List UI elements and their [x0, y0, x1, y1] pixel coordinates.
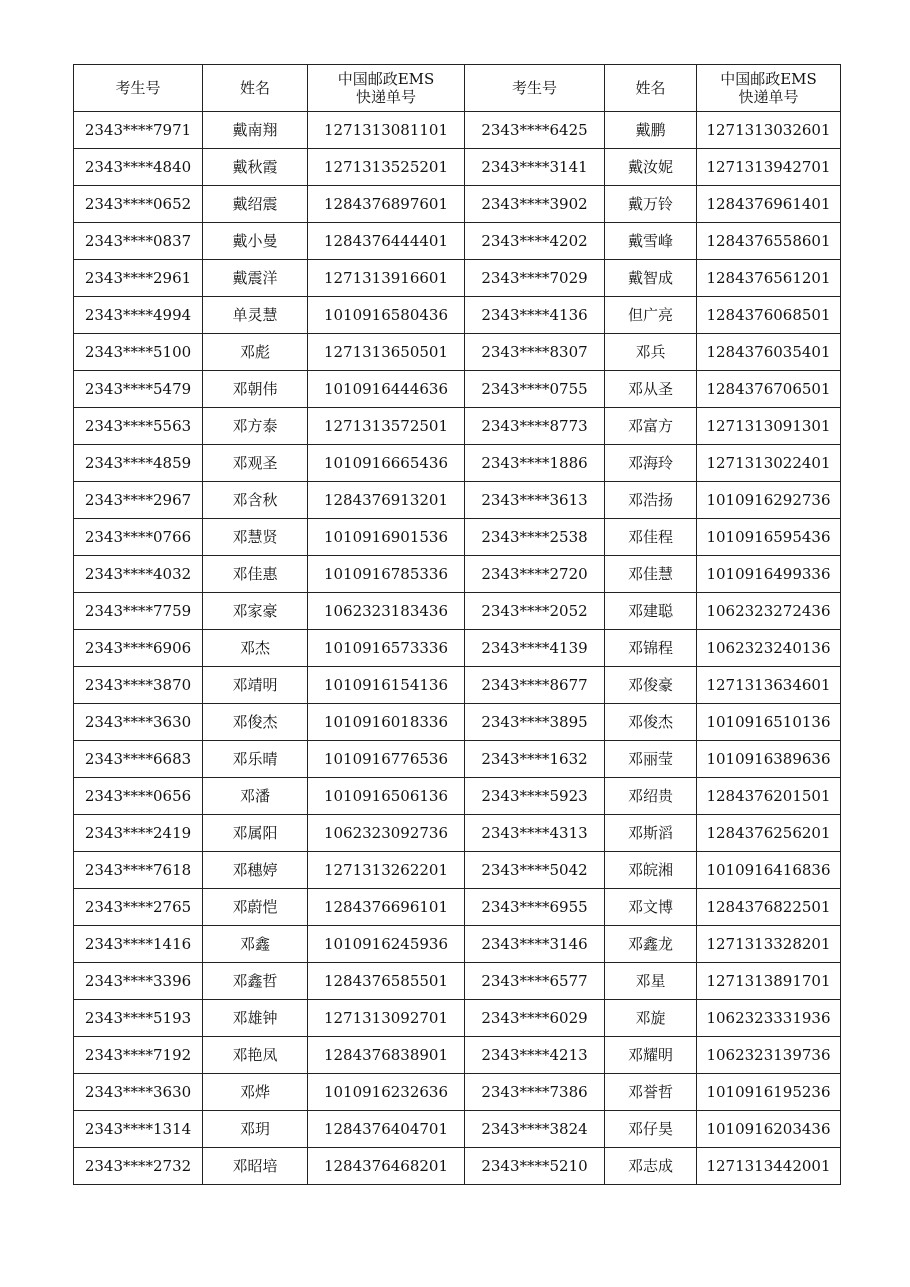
exam-id-cell: 2343****2732: [74, 1148, 203, 1185]
ems-number-cell: 1010916580436: [308, 297, 465, 334]
ems-number-cell: 1271313891701: [697, 963, 841, 1000]
name-cell: 邓誉哲: [605, 1074, 697, 1111]
name-cell: 邓耀明: [605, 1037, 697, 1074]
header-exam-id-2: 考生号: [465, 65, 605, 112]
table-row: [74, 334, 841, 371]
name-cell: 邓仔昊: [605, 1111, 697, 1148]
name-cell: 邓烨: [203, 1074, 308, 1111]
ems-number-cell: 1010916776536: [308, 741, 465, 778]
exam-id-cell: 2343****2052: [465, 593, 605, 630]
table-row: [74, 1111, 841, 1148]
exam-id-cell: 2343****6029: [465, 1000, 605, 1037]
name-cell: 邓潘: [203, 778, 308, 815]
ems-number-cell: 1284376706501: [697, 371, 841, 408]
exam-id-cell: 2343****4202: [465, 223, 605, 260]
ems-number-cell: 1010916901536: [308, 519, 465, 556]
name-cell: 邓锦程: [605, 630, 697, 667]
table-row: [74, 149, 841, 186]
exam-id-cell: 2343****5100: [74, 334, 203, 371]
ems-number-cell: 1010916018336: [308, 704, 465, 741]
exam-id-cell: 2343****5479: [74, 371, 203, 408]
exam-id-cell: 2343****2419: [74, 815, 203, 852]
exam-id-cell: 2343****3146: [465, 926, 605, 963]
exam-id-cell: 2343****3824: [465, 1111, 605, 1148]
header-ems-line2-2: 快递单号: [738, 88, 799, 106]
name-cell: 邓靖明: [203, 667, 308, 704]
table-row: [74, 482, 841, 519]
ems-number-cell: 1010916499336: [697, 556, 841, 593]
table-row: [74, 778, 841, 815]
exam-id-cell: 2343****6577: [465, 963, 605, 1000]
table-row: [74, 112, 841, 149]
name-cell: 邓俊豪: [605, 667, 697, 704]
exam-id-cell: 2343****4032: [74, 556, 203, 593]
name-cell: 戴雪峰: [605, 223, 697, 260]
name-cell: 邓佳惠: [203, 556, 308, 593]
table-row: [74, 1148, 841, 1185]
ems-number-cell: 1284376913201: [308, 482, 465, 519]
exam-id-cell: 2343****0766: [74, 519, 203, 556]
ems-number-cell: 1271313916601: [308, 260, 465, 297]
exam-id-cell: 2343****6955: [465, 889, 605, 926]
ems-number-cell: 1010916665436: [308, 445, 465, 482]
table-row: [74, 926, 841, 963]
exam-id-cell: 2343****1416: [74, 926, 203, 963]
table-row: [74, 1000, 841, 1037]
ems-number-cell: 1062323139736: [697, 1037, 841, 1074]
table-row: [74, 593, 841, 630]
ems-number-cell: 1271313262201: [308, 852, 465, 889]
exam-id-cell: 2343****0755: [465, 371, 605, 408]
table-row: [74, 889, 841, 926]
exam-id-cell: 2343****7029: [465, 260, 605, 297]
exam-id-cell: 2343****2538: [465, 519, 605, 556]
ems-number-cell: 1010916389636: [697, 741, 841, 778]
ems-number-cell: 1062323092736: [308, 815, 465, 852]
ems-number-cell: 1010916573336: [308, 630, 465, 667]
exam-id-cell: 2343****4840: [74, 149, 203, 186]
ems-number-cell: 1271313092701: [308, 1000, 465, 1037]
table-row: [74, 408, 841, 445]
ems-number-cell: 1271313032601: [697, 112, 841, 149]
name-cell: 邓佳程: [605, 519, 697, 556]
table-row: [74, 963, 841, 1000]
name-cell: 邓观圣: [203, 445, 308, 482]
exam-id-cell: 2343****8677: [465, 667, 605, 704]
name-cell: 戴万铃: [605, 186, 697, 223]
exam-id-cell: 2343****2961: [74, 260, 203, 297]
exam-id-cell: 2343****4994: [74, 297, 203, 334]
ems-number-cell: 1284376961401: [697, 186, 841, 223]
ems-number-cell: 1062323272436: [697, 593, 841, 630]
exam-id-cell: 2343****1632: [465, 741, 605, 778]
header-row: [74, 65, 841, 112]
exam-id-cell: 2343****3902: [465, 186, 605, 223]
name-cell: 邓佳慧: [605, 556, 697, 593]
name-cell: 邓文博: [605, 889, 697, 926]
shipping-table: [73, 64, 841, 1185]
header-ems-line1-2: 中国邮政EMS: [720, 70, 817, 88]
exam-id-cell: 2343****6906: [74, 630, 203, 667]
header-ems-number: [308, 65, 465, 112]
exam-id-cell: 2343****7971: [74, 112, 203, 149]
name-cell: 邓属阳: [203, 815, 308, 852]
name-cell: 邓雄钟: [203, 1000, 308, 1037]
header-ems-number-2: [697, 65, 841, 112]
name-cell: 邓丽莹: [605, 741, 697, 778]
table-row: [74, 186, 841, 223]
exam-id-cell: 2343****0656: [74, 778, 203, 815]
ems-number-cell: 1271313942701: [697, 149, 841, 186]
ems-number-cell: 1010916203436: [697, 1111, 841, 1148]
ems-number-cell: 1010916292736: [697, 482, 841, 519]
exam-id-cell: 2343****3630: [74, 704, 203, 741]
name-cell: 邓鑫: [203, 926, 308, 963]
exam-id-cell: 2343****3141: [465, 149, 605, 186]
exam-id-cell: 2343****7618: [74, 852, 203, 889]
ems-number-cell: 1284376444401: [308, 223, 465, 260]
table-row: [74, 630, 841, 667]
name-cell: 邓朝伟: [203, 371, 308, 408]
name-cell: 邓乐晴: [203, 741, 308, 778]
table-row: [74, 371, 841, 408]
name-cell: 戴绍震: [203, 186, 308, 223]
ems-number-cell: 1010916245936: [308, 926, 465, 963]
ems-number-cell: 1284376561201: [697, 260, 841, 297]
name-cell: 邓玥: [203, 1111, 308, 1148]
name-cell: 戴鹏: [605, 112, 697, 149]
exam-id-cell: 2343****4136: [465, 297, 605, 334]
header-name-2: 姓名: [605, 65, 697, 112]
exam-id-cell: 2343****3870: [74, 667, 203, 704]
exam-id-cell: 2343****0652: [74, 186, 203, 223]
exam-id-cell: 2343****6425: [465, 112, 605, 149]
name-cell: 邓皖湘: [605, 852, 697, 889]
exam-id-cell: 2343****7386: [465, 1074, 605, 1111]
name-cell: 戴秋霞: [203, 149, 308, 186]
ems-number-cell: 1010916444636: [308, 371, 465, 408]
table-row: [74, 1037, 841, 1074]
name-cell: 邓蔚恺: [203, 889, 308, 926]
name-cell: 邓斯滔: [605, 815, 697, 852]
exam-id-cell: 2343****0837: [74, 223, 203, 260]
ems-number-cell: 1271313081101: [308, 112, 465, 149]
name-cell: 邓家豪: [203, 593, 308, 630]
ems-number-cell: 1271313572501: [308, 408, 465, 445]
name-cell: 邓志成: [605, 1148, 697, 1185]
exam-id-cell: 2343****8307: [465, 334, 605, 371]
exam-id-cell: 2343****7192: [74, 1037, 203, 1074]
exam-id-cell: 2343****2967: [74, 482, 203, 519]
exam-id-cell: 2343****4213: [465, 1037, 605, 1074]
ems-number-cell: 1062323331936: [697, 1000, 841, 1037]
ems-number-cell: 1010916154136: [308, 667, 465, 704]
exam-id-cell: 2343****3613: [465, 482, 605, 519]
ems-number-cell: 1062323183436: [308, 593, 465, 630]
exam-id-cell: 2343****5210: [465, 1148, 605, 1185]
ems-number-cell: 1010916195236: [697, 1074, 841, 1111]
exam-id-cell: 2343****4139: [465, 630, 605, 667]
name-cell: 邓昭培: [203, 1148, 308, 1185]
ems-number-cell: 1010916416836: [697, 852, 841, 889]
exam-id-cell: 2343****2720: [465, 556, 605, 593]
name-cell: 邓含秋: [203, 482, 308, 519]
name-cell: 邓慧贤: [203, 519, 308, 556]
table-row: [74, 260, 841, 297]
exam-id-cell: 2343****5042: [465, 852, 605, 889]
ems-number-cell: 1271313525201: [308, 149, 465, 186]
table-row: [74, 223, 841, 260]
exam-id-cell: 2343****5563: [74, 408, 203, 445]
name-cell: 邓建聪: [605, 593, 697, 630]
ems-number-cell: 1010916785336: [308, 556, 465, 593]
header-ems-line2: 快递单号: [355, 88, 416, 106]
ems-number-cell: 1284376256201: [697, 815, 841, 852]
ems-number-cell: 1062323240136: [697, 630, 841, 667]
name-cell: 邓旋: [605, 1000, 697, 1037]
exam-id-cell: 2343****8773: [465, 408, 605, 445]
ems-number-cell: 1284376897601: [308, 186, 465, 223]
name-cell: 邓鑫龙: [605, 926, 697, 963]
ems-number-cell: 1271313022401: [697, 445, 841, 482]
ems-number-cell: 1284376404701: [308, 1111, 465, 1148]
table-row: [74, 704, 841, 741]
name-cell: 邓兵: [605, 334, 697, 371]
ems-number-cell: 1010916232636: [308, 1074, 465, 1111]
ems-number-cell: 1284376035401: [697, 334, 841, 371]
table-row: [74, 667, 841, 704]
ems-number-cell: 1284376468201: [308, 1148, 465, 1185]
table-body: [74, 112, 841, 1185]
table-row: [74, 556, 841, 593]
name-cell: 邓艳凤: [203, 1037, 308, 1074]
table-row: [74, 1074, 841, 1111]
table-row: [74, 445, 841, 482]
name-cell: 戴智成: [605, 260, 697, 297]
exam-id-cell: 2343****2765: [74, 889, 203, 926]
ems-number-cell: 1271313328201: [697, 926, 841, 963]
name-cell: 邓海玲: [605, 445, 697, 482]
table-row: [74, 815, 841, 852]
exam-id-cell: 2343****1886: [465, 445, 605, 482]
name-cell: 戴南翔: [203, 112, 308, 149]
header-ems-line1: 中国邮政EMS: [337, 70, 435, 88]
exam-id-cell: 2343****4859: [74, 445, 203, 482]
ems-number-cell: 1284376822501: [697, 889, 841, 926]
ems-number-cell: 1284376838901: [308, 1037, 465, 1074]
name-cell: 邓从圣: [605, 371, 697, 408]
exam-id-cell: 2343****4313: [465, 815, 605, 852]
name-cell: 邓富方: [605, 408, 697, 445]
ems-number-cell: 1271313650501: [308, 334, 465, 371]
ems-number-cell: 1284376068501: [697, 297, 841, 334]
name-cell: 单灵慧: [203, 297, 308, 334]
ems-number-cell: 1010916506136: [308, 778, 465, 815]
exam-id-cell: 2343****5193: [74, 1000, 203, 1037]
ems-number-cell: 1284376558601: [697, 223, 841, 260]
ems-number-cell: 1271313634601: [697, 667, 841, 704]
table-row: [74, 297, 841, 334]
ems-number-cell: 1271313091301: [697, 408, 841, 445]
name-cell: 邓彪: [203, 334, 308, 371]
exam-id-cell: 2343****5923: [465, 778, 605, 815]
ems-number-cell: 1271313442001: [697, 1148, 841, 1185]
table-row: [74, 519, 841, 556]
ems-number-cell: 1284376696101: [308, 889, 465, 926]
exam-id-cell: 2343****3396: [74, 963, 203, 1000]
name-cell: 邓鑫哲: [203, 963, 308, 1000]
exam-id-cell: 2343****1314: [74, 1111, 203, 1148]
exam-id-cell: 2343****3630: [74, 1074, 203, 1111]
ems-number-cell: 1010916510136: [697, 704, 841, 741]
table-row: [74, 852, 841, 889]
name-cell: 戴汝妮: [605, 149, 697, 186]
name-cell: 戴小曼: [203, 223, 308, 260]
name-cell: 邓绍贵: [605, 778, 697, 815]
exam-id-cell: 2343****3895: [465, 704, 605, 741]
name-cell: 但广亮: [605, 297, 697, 334]
ems-number-cell: 1284376201501: [697, 778, 841, 815]
name-cell: 邓方泰: [203, 408, 308, 445]
name-cell: 邓穗婷: [203, 852, 308, 889]
name-cell: 邓俊杰: [605, 704, 697, 741]
name-cell: 邓星: [605, 963, 697, 1000]
header-name: 姓名: [203, 65, 308, 112]
name-cell: 邓杰: [203, 630, 308, 667]
name-cell: 邓俊杰: [203, 704, 308, 741]
table-row: [74, 741, 841, 778]
ems-number-cell: 1284376585501: [308, 963, 465, 1000]
name-cell: 戴震洋: [203, 260, 308, 297]
ems-number-cell: 1010916595436: [697, 519, 841, 556]
header-exam-id: 考生号: [74, 65, 203, 112]
exam-id-cell: 2343****7759: [74, 593, 203, 630]
exam-id-cell: 2343****6683: [74, 741, 203, 778]
name-cell: 邓浩扬: [605, 482, 697, 519]
